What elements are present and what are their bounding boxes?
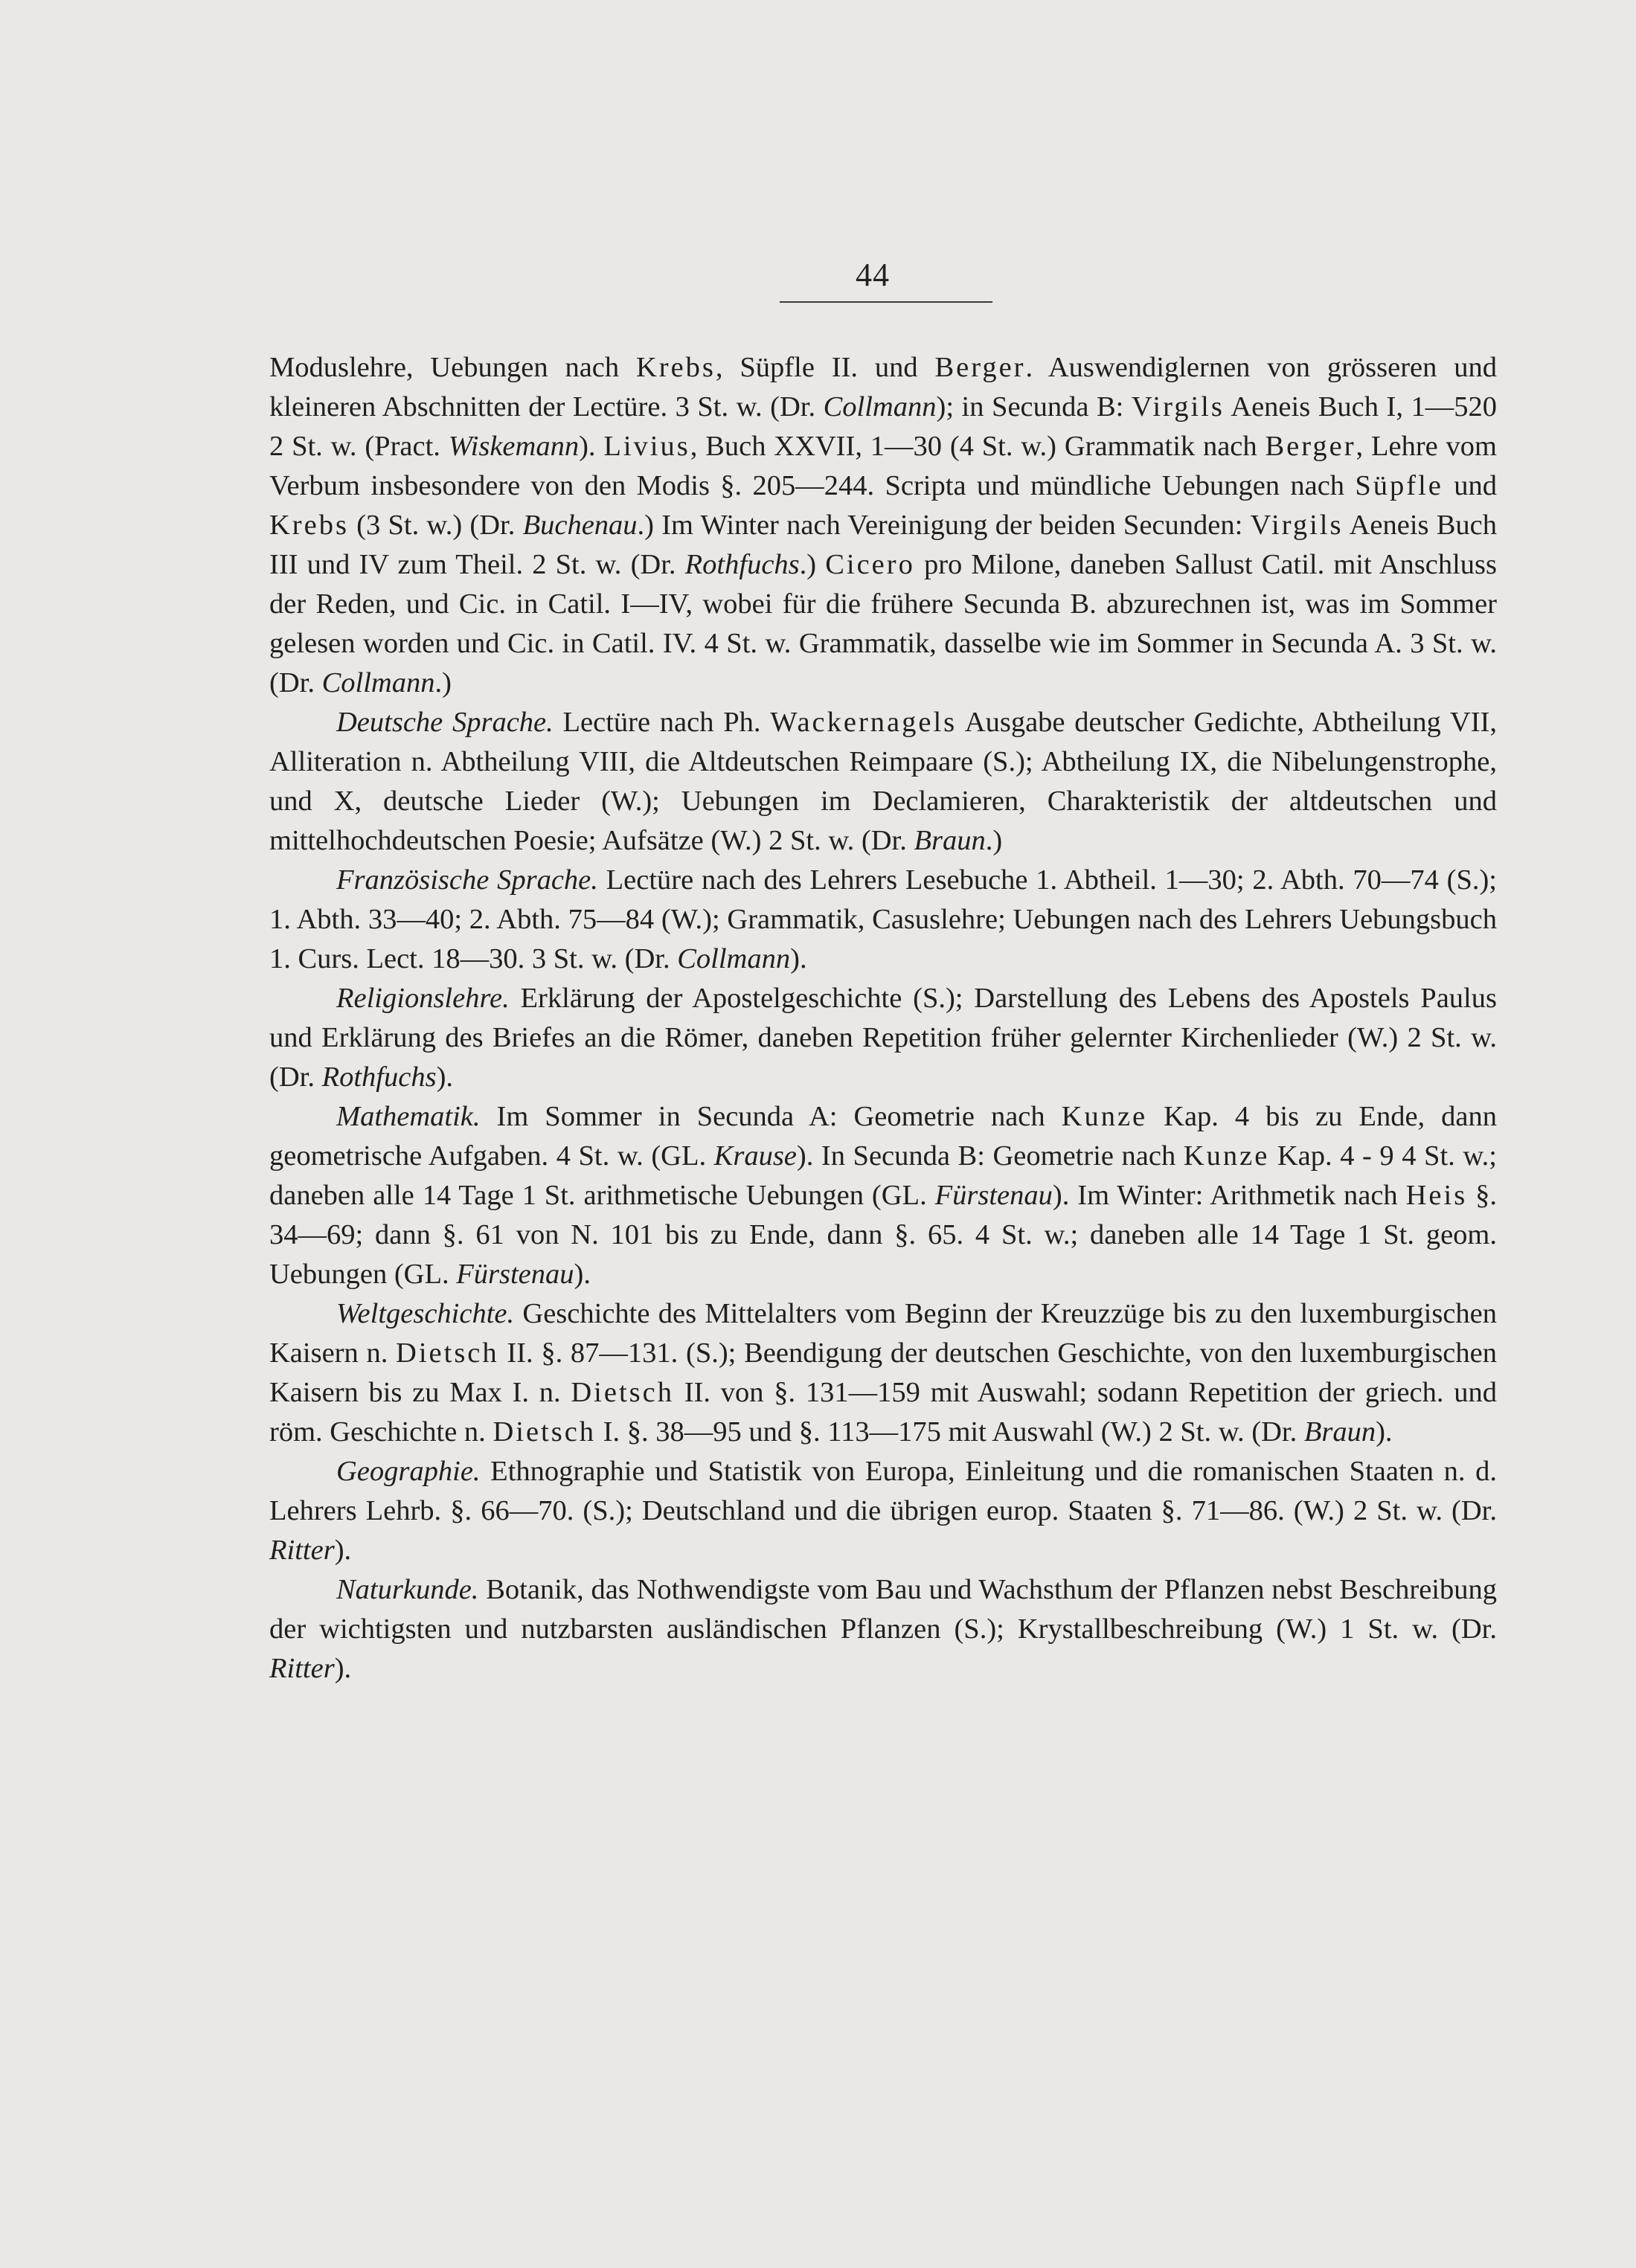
- italic-text: Collmann: [823, 391, 937, 423]
- spaced-text: Krebs: [269, 510, 349, 541]
- text-run: I. §. 38—95 und §. 113—175 mit Auswahl (W.) 2 St. w. (Dr.: [596, 1416, 1304, 1448]
- spaced-text: Heis: [1405, 1180, 1468, 1211]
- paragraph: [269, 979, 1497, 1097]
- spaced-text: Kunze: [1061, 1101, 1148, 1132]
- italic-text: Geographie.: [336, 1456, 481, 1487]
- spaced-text: Berger: [934, 352, 1026, 383]
- spaced-text: Virgils: [1131, 391, 1225, 423]
- text-run: Botanik, das Nothwendigste vom Bau und Wachsthum der Pflanzen nebst Beschreibung der wichtigsten und nutzbarsten ausländischen Pflanzen (S.); Krystallbeschreibung (W.) 1 St. w. (Dr.: [269, 1574, 1497, 1645]
- body-text: [269, 348, 1497, 1689]
- text-run: , Lehre vom Verbum insbesondere von den Modis §. 205—244. Scripta und mündliche Uebungen nach: [269, 431, 1497, 501]
- spaced-text: Krebs: [635, 352, 716, 383]
- text-run: ).: [436, 1061, 454, 1093]
- text-run: , Buch XXVII, 1—30 (4 St. w.) Grammatik nach: [690, 431, 1266, 462]
- text-run: und: [1443, 470, 1497, 501]
- text-run: Ausgabe deutscher Gedichte, Abtheilung VII, Alliteration n. Abtheilung VIII, die Altdeutschen Reimpaare (S.); Abtheilung IX, die Nibelungenstrophe, und X, deutsche Lieder (W.); Uebungen im Declamieren, Charakteristik der altdeutschen und mittelhochdeutschen Poesie; Aufsätze (W.) 2 St. w. (Dr.: [269, 707, 1498, 856]
- text-run: ).: [574, 1259, 591, 1290]
- spaced-text: Süpfle: [1355, 470, 1443, 501]
- italic-text: Naturkunde.: [336, 1574, 479, 1605]
- italic-text: Braun: [914, 825, 986, 856]
- italic-text: Braun: [1303, 1416, 1376, 1448]
- paragraph: [269, 1097, 1497, 1294]
- spaced-text: Dietsch: [493, 1416, 597, 1448]
- text-run: ).: [579, 431, 604, 462]
- italic-text: Wiskemann: [448, 431, 580, 462]
- italic-text: Collmann: [321, 667, 435, 698]
- italic-text: Fürstenau: [456, 1259, 574, 1290]
- spaced-text: Cicero: [825, 549, 915, 580]
- text-run: Lectüre nach Ph.: [553, 707, 771, 738]
- spaced-text: Kunze: [1183, 1140, 1270, 1172]
- text-run: ).: [1376, 1416, 1393, 1448]
- text-run: Aeneis Buch III und IV zum Theil. 2 St. w. (Dr.: [269, 510, 1498, 580]
- text-run: Im Sommer in Secunda A: Geometrie nach: [480, 1101, 1062, 1132]
- spaced-text: Dietsch: [396, 1337, 499, 1369]
- text-run: . Auswendiglernen von grösseren und kleineren Abschnitten der Lectüre. 3 St. w. (Dr.: [269, 352, 1497, 423]
- text-run: (3 St. w.) (Dr.: [348, 510, 523, 541]
- italic-text: Buchenau: [522, 510, 638, 541]
- text-run: ).: [790, 943, 807, 974]
- italic-text: Rothfuchs: [684, 549, 800, 580]
- italic-text: Weltgeschichte.: [336, 1298, 515, 1329]
- paragraph: [269, 1294, 1497, 1452]
- text-run: .): [799, 549, 826, 580]
- spaced-text: Dietsch: [571, 1377, 674, 1408]
- italic-text: Ritter: [269, 1653, 335, 1684]
- text-run: Moduslehre, Uebungen nach: [269, 352, 636, 383]
- text-run: Kap. 4 - 9 4 St. w.; daneben alle 14 Tage 1 St. arithmetische Uebungen (GL.: [269, 1140, 1497, 1211]
- paragraph: [269, 348, 1497, 703]
- text-run: ). In Secunda B: Geometrie nach: [796, 1140, 1184, 1172]
- text-run: ).: [334, 1535, 352, 1566]
- italic-text: Rothfuchs: [321, 1061, 437, 1093]
- spaced-text: Livius: [603, 431, 690, 462]
- text-run: ).: [334, 1653, 352, 1684]
- paragraph: [269, 1452, 1497, 1570]
- spaced-text: Berger: [1265, 431, 1356, 462]
- italic-text: Religionslehre.: [336, 983, 510, 1014]
- text-run: Ethnographie und Statistik von Europa, Einleitung und die romanischen Staaten n. d. Lehrers Lehrb. §. 66—70. (S.); Deutschland und die übrigen europ. Staaten §. 71—86. (W.) 2 St. w. (Dr.: [269, 1456, 1497, 1526]
- text-run: II. §. 87—131. (S.); Beendigung der deutschen Geschichte, von den luxemburgischen Kaisern bis zu Max I. n.: [269, 1337, 1497, 1408]
- text-run: Lectüre nach des Lehrers Lesebuche 1. Abtheil. 1—30; 2. Abth. 70—74 (S.); 1. Abth. 33—40; 2. Abth. 75—84 (W.); Grammatik, Casuslehre; Uebungen nach des Lehrers Uebungsbuch 1. Curs. Lect. 18—30. 3 St. w. (Dr.: [269, 864, 1497, 974]
- text-run: pro Milone, daneben Sallust Catil. mit Anschluss der Reden, und Cic. in Catil. I—IV, wobei für die frühere Secunda B. abzurechnen ist, was im Sommer gelesen worden und Cic. in Catil. IV. 4 St. w. Grammatik, dasselbe wie im Sommer in Secunda A. 3 St. w. (Dr.: [269, 549, 1497, 698]
- text-run: II. von §. 131—159 mit Auswahl; sodann Repetition der griech. und röm. Geschichte n.: [269, 1377, 1498, 1448]
- page-number: 44: [856, 257, 890, 293]
- italic-text: Krause: [713, 1140, 797, 1172]
- italic-text: Französische Sprache.: [336, 864, 598, 896]
- spaced-text: Wackernagels: [770, 707, 957, 738]
- text-run: Kap. 4 bis zu Ende, dann geometrische Aufgaben. 4 St. w. (GL.: [269, 1101, 1497, 1172]
- paragraph: [269, 1570, 1497, 1689]
- text-run: ). Im Winter: Arithmetik nach: [1052, 1180, 1406, 1211]
- text-run: ); in Secunda B:: [936, 391, 1132, 423]
- text-run: Erklärung der Apostelgeschichte (S.); Darstellung des Lebens des Apostels Paulus und Erklärung des Briefes an die Römer, daneben Repetition früher gelernter Kirchenlieder (W.) 2 St. w. (Dr.: [269, 983, 1497, 1093]
- italic-text: Ritter: [269, 1535, 335, 1566]
- text-run: Aeneis Buch I, 1—520 2 St. w. (Pract.: [269, 391, 1497, 462]
- text-run: , Süpfle II. und: [715, 352, 935, 383]
- paragraph: [269, 703, 1497, 861]
- italic-text: Deutsche Sprache.: [336, 707, 554, 738]
- italic-text: Fürstenau: [934, 1180, 1053, 1211]
- text-run: §. 34—69; dann §. 61 von N. 101 bis zu Ende, dann §. 65. 4 St. w.; daneben alle 14 Tage 1 St. geom. Uebungen (GL.: [269, 1180, 1498, 1290]
- text-run: .) Im Winter nach Vereinigung der beiden Secunden:: [637, 510, 1251, 541]
- spaced-text: Virgils: [1250, 510, 1344, 541]
- paragraph: [269, 861, 1497, 979]
- italic-text: Mathematik.: [336, 1101, 481, 1132]
- text-run: Geschichte des Mittelalters vom Beginn der Kreuzzüge bis zu den luxemburgischen Kaisern n.: [269, 1298, 1497, 1369]
- text-run: .): [985, 825, 1003, 856]
- italic-text: Collmann: [677, 943, 791, 974]
- text-run: .): [434, 667, 452, 698]
- page-number-rule: [780, 301, 992, 303]
